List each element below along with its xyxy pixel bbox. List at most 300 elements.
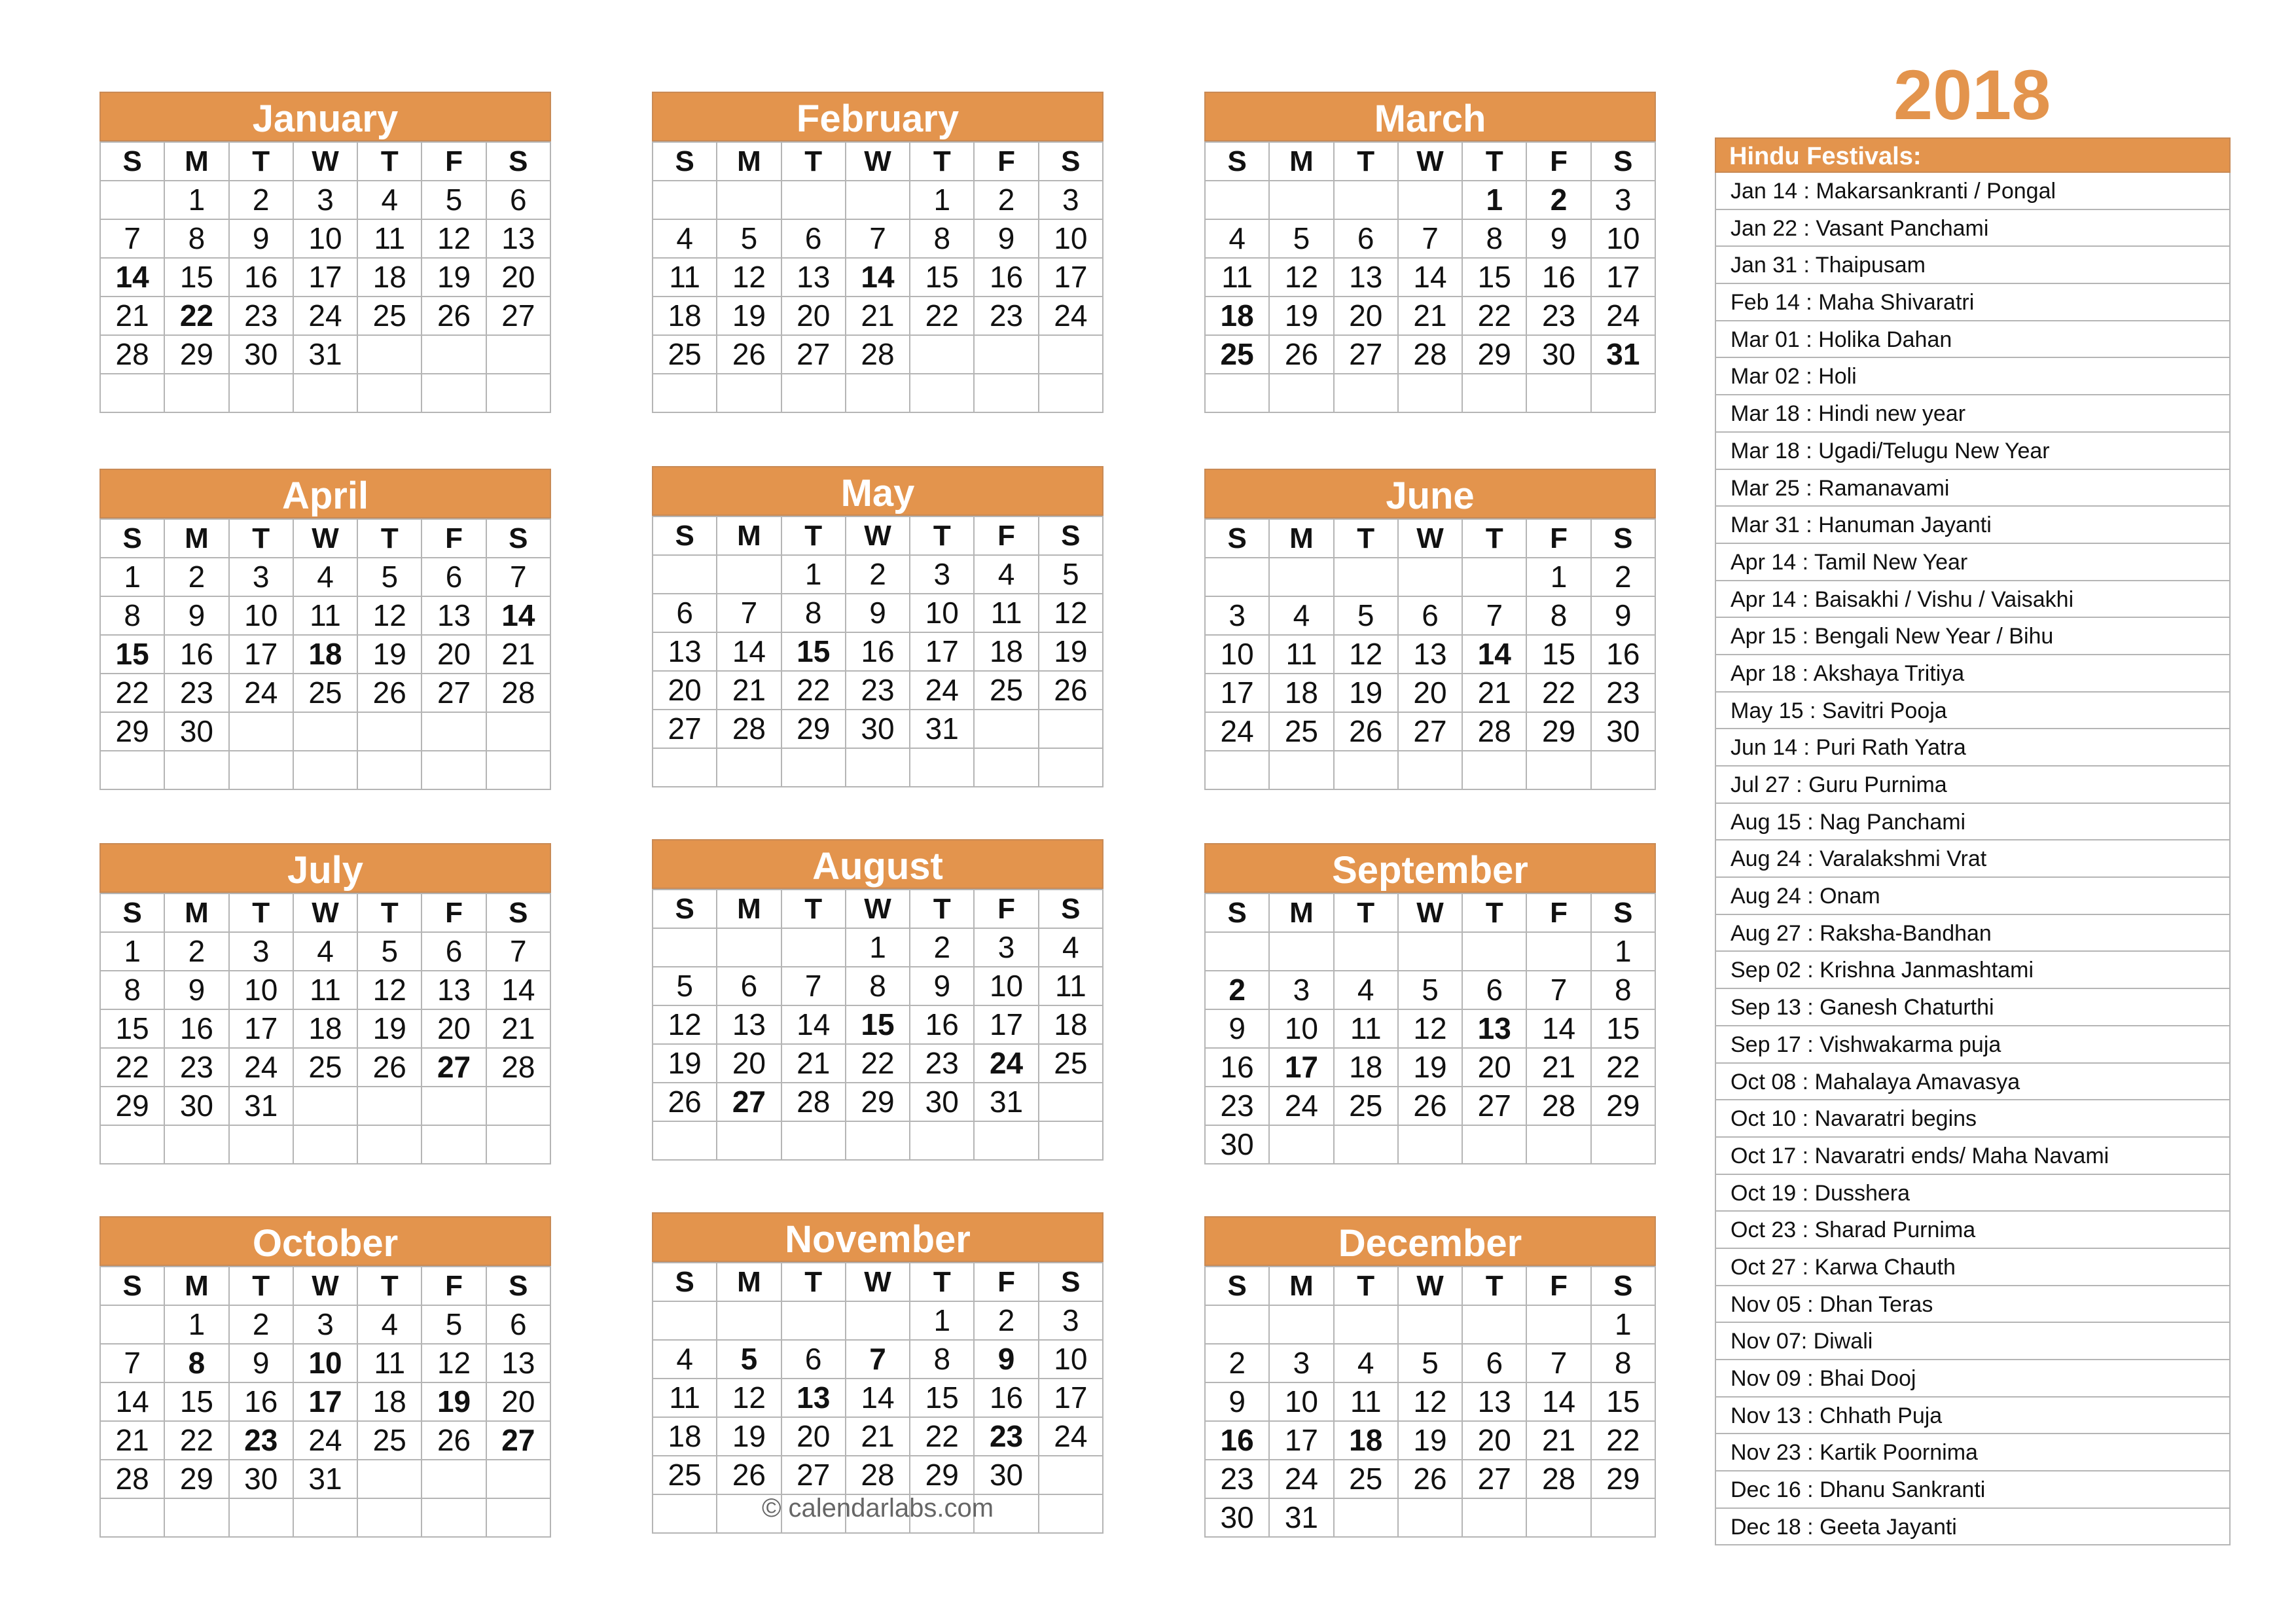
- day-cell: 15: [100, 635, 164, 674]
- day-cell: 14: [781, 1005, 846, 1044]
- day-cell: 16: [229, 258, 293, 297]
- day-cell: 29: [1462, 335, 1526, 374]
- day-cell: 8: [781, 594, 846, 632]
- day-cell: 30: [164, 1087, 228, 1125]
- day-cell: 14: [1398, 258, 1462, 297]
- week-row: [1205, 219, 1655, 258]
- day-cell: 12: [422, 219, 486, 258]
- empty-cell: [1334, 558, 1398, 596]
- day-cell: 16: [910, 1005, 974, 1044]
- day-cell: 14: [846, 1379, 910, 1417]
- empty-cell: [486, 1087, 550, 1125]
- day-cell: 22: [1526, 674, 1590, 712]
- week-row: [100, 181, 550, 219]
- week-row: [100, 596, 550, 635]
- day-cell: 17: [1269, 1048, 1333, 1087]
- day-cell: 8: [164, 1344, 228, 1382]
- day-cell: 7: [846, 219, 910, 258]
- day-cell: 11: [357, 1344, 422, 1382]
- empty-cell: [1591, 374, 1655, 412]
- day-cell: 2: [974, 1301, 1038, 1340]
- festival-item: Apr 14 : Baisakhi / Vishu / Vaisakhi: [1715, 581, 2231, 619]
- day-cell: 8: [100, 596, 164, 635]
- day-cell: 9: [164, 596, 228, 635]
- month-june: [1204, 469, 1656, 790]
- day-cell: 21: [1526, 1421, 1590, 1460]
- weekday-header: S: [100, 893, 164, 932]
- month-table: [99, 1266, 551, 1538]
- day-cell: 8: [1462, 219, 1526, 258]
- weekday-header: T: [357, 519, 422, 558]
- day-cell: 23: [164, 1048, 228, 1087]
- day-cell: 18: [1269, 674, 1333, 712]
- week-row: [100, 219, 550, 258]
- day-cell: 22: [1591, 1048, 1655, 1087]
- festival-item: Sep 13 : Ganesh Chaturthi: [1715, 989, 2231, 1026]
- day-cell: 18: [653, 297, 717, 335]
- day-cell: 27: [1334, 335, 1398, 374]
- week-row: [100, 712, 550, 751]
- empty-cell: [653, 181, 717, 219]
- day-cell: 1: [100, 558, 164, 596]
- weekday-header: S: [653, 890, 717, 928]
- weekday-header: T: [357, 893, 422, 932]
- day-cell: 30: [164, 712, 228, 751]
- week-row: [1205, 181, 1655, 219]
- empty-cell: [1526, 1305, 1590, 1344]
- weekday-header: F: [1526, 142, 1590, 181]
- empty-cell: [1398, 374, 1462, 412]
- month-january: [99, 92, 551, 413]
- day-cell: 22: [910, 297, 974, 335]
- festival-item: Aug 24 : Varalakshmi Vrat: [1715, 840, 2231, 878]
- day-cell: 9: [974, 219, 1038, 258]
- festival-item: Mar 31 : Hanuman Jayanti: [1715, 507, 2231, 544]
- empty-cell: [1462, 374, 1526, 412]
- day-cell: 9: [229, 1344, 293, 1382]
- weekday-header: W: [293, 142, 357, 181]
- empty-cell: [910, 374, 974, 412]
- empty-cell: [974, 748, 1038, 787]
- month-february: [652, 92, 1103, 413]
- day-cell: 16: [846, 632, 910, 671]
- empty-cell: [100, 374, 164, 412]
- festival-item: Sep 02 : Krishna Janmashtami: [1715, 952, 2231, 989]
- day-cell: 18: [293, 635, 357, 674]
- day-cell: 15: [100, 1009, 164, 1048]
- day-cell: 2: [846, 555, 910, 594]
- weekday-header: S: [1039, 890, 1103, 928]
- week-row: [100, 1305, 550, 1344]
- day-cell: 10: [293, 1344, 357, 1382]
- empty-cell: [910, 748, 974, 787]
- weekday-header: F: [974, 142, 1038, 181]
- empty-cell: [100, 1125, 164, 1164]
- day-cell: 1: [1462, 181, 1526, 219]
- day-cell: 25: [357, 1421, 422, 1460]
- festival-item: Mar 18 : Hindi new year: [1715, 395, 2231, 433]
- day-cell: 19: [357, 1009, 422, 1048]
- week-row: [1205, 1125, 1655, 1164]
- empty-cell: [1398, 1498, 1462, 1537]
- festival-item: Sep 17 : Vishwakarma puja: [1715, 1026, 2231, 1064]
- empty-cell: [846, 1121, 910, 1160]
- day-cell: 22: [1591, 1421, 1655, 1460]
- empty-cell: [486, 712, 550, 751]
- empty-cell: [1398, 181, 1462, 219]
- week-row: [100, 1087, 550, 1125]
- festival-item: Nov 05 : Dhan Teras: [1715, 1286, 2231, 1324]
- day-cell: 23: [910, 1044, 974, 1083]
- day-cell: 1: [910, 181, 974, 219]
- empty-cell: [846, 748, 910, 787]
- day-cell: 16: [229, 1382, 293, 1421]
- day-cell: 1: [164, 181, 228, 219]
- weekday-header: W: [293, 1267, 357, 1305]
- empty-cell: [717, 1301, 781, 1340]
- day-cell: 6: [653, 594, 717, 632]
- weekday-header: W: [846, 516, 910, 555]
- day-cell: 9: [229, 219, 293, 258]
- festival-item: Jul 27 : Guru Purnima: [1715, 767, 2231, 804]
- day-cell: 28: [1398, 335, 1462, 374]
- day-cell: 26: [422, 1421, 486, 1460]
- day-cell: 5: [653, 967, 717, 1005]
- weekday-header: T: [781, 516, 846, 555]
- festival-item: Oct 23 : Sharad Purnima: [1715, 1212, 2231, 1249]
- festival-item: Nov 09 : Bhai Dooj: [1715, 1360, 2231, 1398]
- day-cell: 24: [293, 297, 357, 335]
- weekday-header: M: [164, 142, 228, 181]
- day-cell: 11: [974, 594, 1038, 632]
- empty-cell: [293, 712, 357, 751]
- day-cell: 19: [1269, 297, 1333, 335]
- day-cell: 9: [1205, 1382, 1269, 1421]
- day-cell: 31: [1591, 335, 1655, 374]
- empty-cell: [1039, 748, 1103, 787]
- day-cell: 20: [1334, 297, 1398, 335]
- day-cell: 26: [357, 1048, 422, 1087]
- week-row: [1205, 374, 1655, 412]
- day-cell: 12: [1269, 258, 1333, 297]
- week-row: [1205, 335, 1655, 374]
- day-cell: 17: [1039, 258, 1103, 297]
- week-row: [1205, 1460, 1655, 1498]
- month-table: [1204, 518, 1656, 790]
- day-cell: 23: [974, 297, 1038, 335]
- day-cell: 27: [1398, 712, 1462, 751]
- day-cell: 14: [486, 596, 550, 635]
- day-cell: 13: [1462, 1382, 1526, 1421]
- weekday-header: T: [910, 516, 974, 555]
- day-cell: 12: [422, 1344, 486, 1382]
- week-row: [1205, 1344, 1655, 1382]
- day-cell: 30: [1526, 335, 1590, 374]
- week-row: [653, 335, 1103, 374]
- day-cell: 28: [486, 674, 550, 712]
- empty-cell: [1269, 932, 1333, 971]
- day-cell: 12: [717, 1379, 781, 1417]
- month-name: February: [652, 92, 1103, 141]
- day-cell: 3: [1039, 1301, 1103, 1340]
- day-cell: 12: [1334, 635, 1398, 674]
- day-cell: 7: [486, 932, 550, 971]
- day-cell: 23: [164, 674, 228, 712]
- festival-item: Aug 15 : Nag Panchami: [1715, 804, 2231, 841]
- month-table: [652, 1262, 1103, 1534]
- month-name: September: [1204, 843, 1656, 893]
- weekday-header: W: [1398, 519, 1462, 558]
- day-cell: 22: [846, 1044, 910, 1083]
- day-cell: 21: [100, 1421, 164, 1460]
- day-cell: 13: [486, 219, 550, 258]
- day-cell: 22: [910, 1417, 974, 1456]
- day-cell: 12: [1398, 1382, 1462, 1421]
- empty-cell: [1398, 558, 1462, 596]
- festival-item: Dec 16 : Dhanu Sankranti: [1715, 1471, 2231, 1509]
- empty-cell: [164, 1125, 228, 1164]
- weekday-header: M: [1269, 142, 1333, 181]
- empty-cell: [910, 335, 974, 374]
- weekday-header: T: [1462, 519, 1526, 558]
- empty-cell: [1039, 374, 1103, 412]
- day-cell: 22: [100, 674, 164, 712]
- day-cell: 10: [1039, 1340, 1103, 1379]
- day-cell: 28: [717, 710, 781, 748]
- day-cell: 11: [1334, 1382, 1398, 1421]
- weekday-header: F: [974, 890, 1038, 928]
- month-name: June: [1204, 469, 1656, 518]
- weekday-header: T: [781, 1263, 846, 1301]
- empty-cell: [229, 374, 293, 412]
- day-cell: 1: [164, 1305, 228, 1344]
- empty-cell: [1334, 181, 1398, 219]
- empty-cell: [1039, 1456, 1103, 1494]
- week-row: [653, 555, 1103, 594]
- day-cell: 6: [781, 1340, 846, 1379]
- empty-cell: [422, 1498, 486, 1537]
- day-cell: 8: [1591, 1344, 1655, 1382]
- week-row: [653, 1005, 1103, 1044]
- day-cell: 7: [1526, 1344, 1590, 1382]
- day-cell: 4: [653, 1340, 717, 1379]
- day-cell: 12: [653, 1005, 717, 1044]
- empty-cell: [293, 1125, 357, 1164]
- weekday-header: T: [1334, 1267, 1398, 1305]
- weekday-header: S: [1205, 519, 1269, 558]
- week-row: [100, 1421, 550, 1460]
- week-row: [100, 1382, 550, 1421]
- empty-cell: [293, 1087, 357, 1125]
- day-cell: 11: [653, 258, 717, 297]
- day-cell: 28: [1526, 1087, 1590, 1125]
- empty-cell: [781, 748, 846, 787]
- day-cell: 6: [1462, 1344, 1526, 1382]
- weekday-header: F: [1526, 1267, 1590, 1305]
- day-cell: 8: [164, 219, 228, 258]
- week-row: [653, 710, 1103, 748]
- day-cell: 26: [1269, 335, 1333, 374]
- day-cell: 16: [974, 258, 1038, 297]
- day-cell: 15: [1526, 635, 1590, 674]
- day-cell: 16: [164, 635, 228, 674]
- day-cell: 20: [1462, 1048, 1526, 1087]
- day-cell: 26: [422, 297, 486, 335]
- day-cell: 18: [653, 1417, 717, 1456]
- festival-item: Jan 22 : Vasant Panchami: [1715, 210, 2231, 247]
- day-cell: 20: [422, 1009, 486, 1048]
- empty-cell: [357, 1087, 422, 1125]
- weekday-header: M: [1269, 519, 1333, 558]
- day-cell: 13: [781, 258, 846, 297]
- day-cell: 17: [293, 258, 357, 297]
- day-cell: 29: [100, 1087, 164, 1125]
- day-cell: 6: [486, 1305, 550, 1344]
- empty-cell: [974, 335, 1038, 374]
- day-cell: 31: [974, 1083, 1038, 1121]
- weekday-header: F: [422, 142, 486, 181]
- empty-cell: [229, 1498, 293, 1537]
- weekday-header: S: [653, 142, 717, 181]
- empty-cell: [1205, 1305, 1269, 1344]
- empty-cell: [164, 1498, 228, 1537]
- empty-cell: [653, 1301, 717, 1340]
- weekday-header: W: [1398, 1267, 1462, 1305]
- day-cell: 15: [164, 258, 228, 297]
- empty-cell: [1269, 751, 1333, 789]
- weekday-header: T: [1462, 893, 1526, 932]
- week-row: [653, 928, 1103, 967]
- empty-cell: [1334, 932, 1398, 971]
- day-cell: 3: [229, 932, 293, 971]
- weekday-header: S: [1039, 1263, 1103, 1301]
- empty-cell: [1039, 335, 1103, 374]
- day-cell: 18: [1334, 1421, 1398, 1460]
- empty-cell: [1334, 1498, 1398, 1537]
- week-row: [653, 1083, 1103, 1121]
- day-cell: 29: [100, 712, 164, 751]
- day-cell: 3: [1269, 971, 1333, 1009]
- day-cell: 26: [1039, 671, 1103, 710]
- day-cell: 7: [1398, 219, 1462, 258]
- weekday-header: M: [717, 516, 781, 555]
- day-cell: 24: [974, 1044, 1038, 1083]
- empty-cell: [422, 751, 486, 789]
- week-row: [1205, 1498, 1655, 1537]
- day-cell: 4: [974, 555, 1038, 594]
- weekday-header: S: [1039, 516, 1103, 555]
- empty-cell: [229, 751, 293, 789]
- day-cell: 27: [781, 1456, 846, 1494]
- day-cell: 10: [293, 219, 357, 258]
- weekday-header: T: [357, 142, 422, 181]
- weekday-header: S: [1205, 1267, 1269, 1305]
- day-cell: 17: [1269, 1421, 1333, 1460]
- festival-item: Jun 14 : Puri Rath Yatra: [1715, 729, 2231, 767]
- empty-cell: [1591, 1125, 1655, 1164]
- week-row: [1205, 1421, 1655, 1460]
- empty-cell: [1398, 1305, 1462, 1344]
- day-cell: 14: [1526, 1382, 1590, 1421]
- day-cell: 23: [974, 1417, 1038, 1456]
- day-cell: 9: [1526, 219, 1590, 258]
- day-cell: 23: [229, 1421, 293, 1460]
- empty-cell: [229, 712, 293, 751]
- day-cell: 26: [1334, 712, 1398, 751]
- day-cell: 30: [846, 710, 910, 748]
- empty-cell: [1591, 751, 1655, 789]
- day-cell: 20: [717, 1044, 781, 1083]
- day-cell: 24: [229, 1048, 293, 1087]
- day-cell: 3: [293, 181, 357, 219]
- week-row: [100, 1009, 550, 1048]
- empty-cell: [422, 1087, 486, 1125]
- weekday-header: S: [1591, 142, 1655, 181]
- day-cell: 30: [1591, 712, 1655, 751]
- weekday-header: F: [1526, 519, 1590, 558]
- empty-cell: [229, 1125, 293, 1164]
- day-cell: 7: [846, 1340, 910, 1379]
- day-cell: 13: [717, 1005, 781, 1044]
- day-cell: 7: [1462, 596, 1526, 635]
- day-cell: 20: [486, 258, 550, 297]
- month-table: [1204, 1266, 1656, 1538]
- weekday-header: W: [1398, 893, 1462, 932]
- festival-item: Mar 25 : Ramanavami: [1715, 470, 2231, 507]
- empty-cell: [1462, 1498, 1526, 1537]
- week-row: [653, 297, 1103, 335]
- day-cell: 19: [357, 635, 422, 674]
- day-cell: 19: [717, 297, 781, 335]
- day-cell: 14: [100, 258, 164, 297]
- day-cell: 31: [1269, 1498, 1333, 1537]
- weekday-header: T: [910, 1263, 974, 1301]
- day-cell: 31: [910, 710, 974, 748]
- week-row: [653, 967, 1103, 1005]
- day-cell: 15: [164, 1382, 228, 1421]
- empty-cell: [653, 374, 717, 412]
- day-cell: 16: [1526, 258, 1590, 297]
- empty-cell: [486, 1125, 550, 1164]
- day-cell: 31: [293, 335, 357, 374]
- day-cell: 5: [1269, 219, 1333, 258]
- day-cell: 7: [486, 558, 550, 596]
- day-cell: 15: [910, 1379, 974, 1417]
- weekday-header: M: [1269, 893, 1333, 932]
- day-cell: 19: [1334, 674, 1398, 712]
- day-cell: 26: [653, 1083, 717, 1121]
- day-cell: 6: [717, 967, 781, 1005]
- weekday-header: T: [781, 890, 846, 928]
- day-cell: 4: [1039, 928, 1103, 967]
- weekday-header: F: [974, 1263, 1038, 1301]
- empty-cell: [1205, 751, 1269, 789]
- day-cell: 29: [1526, 712, 1590, 751]
- day-cell: 11: [1039, 967, 1103, 1005]
- day-cell: 21: [100, 297, 164, 335]
- empty-cell: [1269, 558, 1333, 596]
- month-march: [1204, 92, 1656, 413]
- day-cell: 31: [293, 1460, 357, 1498]
- day-cell: 10: [1591, 219, 1655, 258]
- week-row: [653, 1044, 1103, 1083]
- day-cell: 12: [1398, 1009, 1462, 1048]
- day-cell: 25: [293, 674, 357, 712]
- empty-cell: [357, 751, 422, 789]
- month-july: [99, 843, 551, 1164]
- day-cell: 27: [422, 674, 486, 712]
- day-cell: 24: [1039, 297, 1103, 335]
